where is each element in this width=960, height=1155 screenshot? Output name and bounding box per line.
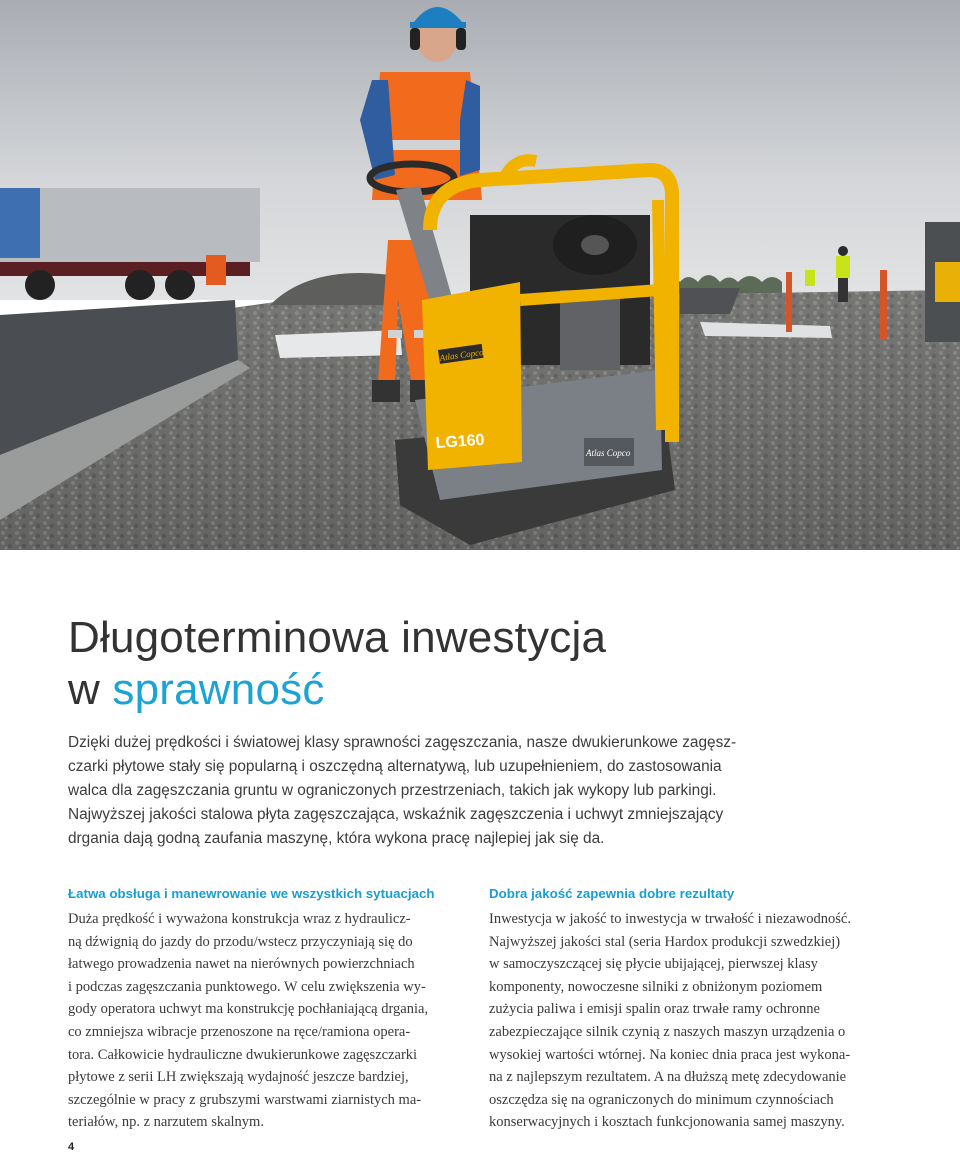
intro-line: Dzięki dużej prędkości i światowej klasy sprawności zagęszczania, nasze dwukierunkowe zagęsz- [68, 734, 737, 751]
intro-line: czarki płytowe stały się popularną i oszczędną alternatywą, lub uzupełnieniem, do zastosowania [68, 758, 722, 775]
body-line: i podczas zagęszczania punktowego. W celu zwiększenia wy- [68, 978, 426, 995]
title-line-1: Długoterminowa inwestycja [68, 613, 607, 662]
title-line-2-prefix: w [68, 665, 113, 714]
page-title [68, 612, 606, 716]
body-line: na z najlepszym rezultatem. A na dłuższą metę zdecydowanie [489, 1069, 847, 1086]
body-line: Najwyższej jakości stal (seria Hardox produkcji szwedzkiej) [489, 933, 841, 950]
left-column-heading: Łatwa obsługa i manewrowanie we wszystkich sytuacjach [68, 886, 435, 901]
page-number: 4 [68, 1141, 75, 1153]
left-column-text [68, 908, 473, 1134]
brand-label-side: Atlas Copco [586, 448, 631, 458]
body-line: łatwego prowadzenia nawet na nierównych powierzchniach [68, 956, 415, 973]
excavator-bucket [680, 288, 740, 314]
intro-line: Najwyższej jakości stalowa płyta zagęszczająca, wskaźnik zagęszczenia i uchwyt zmniejszający [68, 806, 724, 823]
intro-line: walca dla zagęszczania gruntu w ograniczonych przestrzeniach, takich jak wykopy lub parkingi. [68, 782, 717, 799]
body-line: zabezpieczające silnik czynią z naszych maszyn urządzenia o [489, 1023, 846, 1040]
body-line: ną dźwignią do jazdy do przodu/wstecz przyczyniają się do [68, 933, 413, 950]
body-line: komponenty, nowoczesne silniki z obniżonym poziomem [489, 978, 823, 995]
body-line: co zmniejsza wibracje przenoszone na ręce/ramiona opera- [68, 1023, 411, 1040]
right-column-text [489, 908, 894, 1134]
body-line: konserwacyjnych i kosztach funkcjonowania samej maszyny. [489, 1114, 845, 1131]
marker-pole [786, 272, 792, 332]
body-line: szczególnie w pracy z grubszymi warstwami ziarnistych ma- [68, 1091, 422, 1108]
title-line-2-accent: sprawność [112, 665, 325, 714]
marker-pole [880, 270, 887, 340]
brand-label-front: Atlas Copco [438, 346, 485, 363]
body-line: teriałów, np. z narzutem skalnym. [68, 1114, 264, 1131]
intro-paragraph [68, 731, 898, 851]
body-line: gody operatora uchwyt ma konstrukcję pochłaniającą drgania, [68, 1001, 429, 1018]
hero-photo [0, 0, 960, 550]
body-line: tora. Całkowicie hydrauliczne dwukierunkowe zagęszczarki [68, 1046, 418, 1063]
body-line: zużycia paliwa i emisji spalin oraz trwałe ramy ochronne [489, 1001, 820, 1018]
right-column-heading: Dobra jakość zapewnia dobre rezultaty [489, 886, 735, 901]
model-label: LG160 [435, 431, 486, 452]
left-column [68, 884, 473, 1134]
body-line: w samoczyszczącej się płycie ubijającej, pierwszej klasy [489, 956, 818, 973]
hero-illustration [0, 0, 960, 550]
body-line: oszczędza się na ograniczonych do minimum czynnościach [489, 1091, 834, 1108]
intro-line: drgania dają godną zaufania maszynę, która wykona pracę najlepiej jak się da. [68, 830, 605, 847]
body-line: Inwestycja w jakość to inwestycja w trwałość i niezawodność. [489, 911, 851, 927]
dump-truck [0, 188, 260, 300]
body-line: Duża prędkość i wyważona konstrukcja wraz z hydraulicz- [68, 911, 411, 927]
body-line: wysokiej wartości wtórnej. Na koniec dnia praca jest wykona- [489, 1046, 851, 1063]
right-column [489, 884, 894, 1134]
body-line: płytowe z serii LH zwiększają wydajność jeszcze bardziej, [68, 1069, 409, 1086]
